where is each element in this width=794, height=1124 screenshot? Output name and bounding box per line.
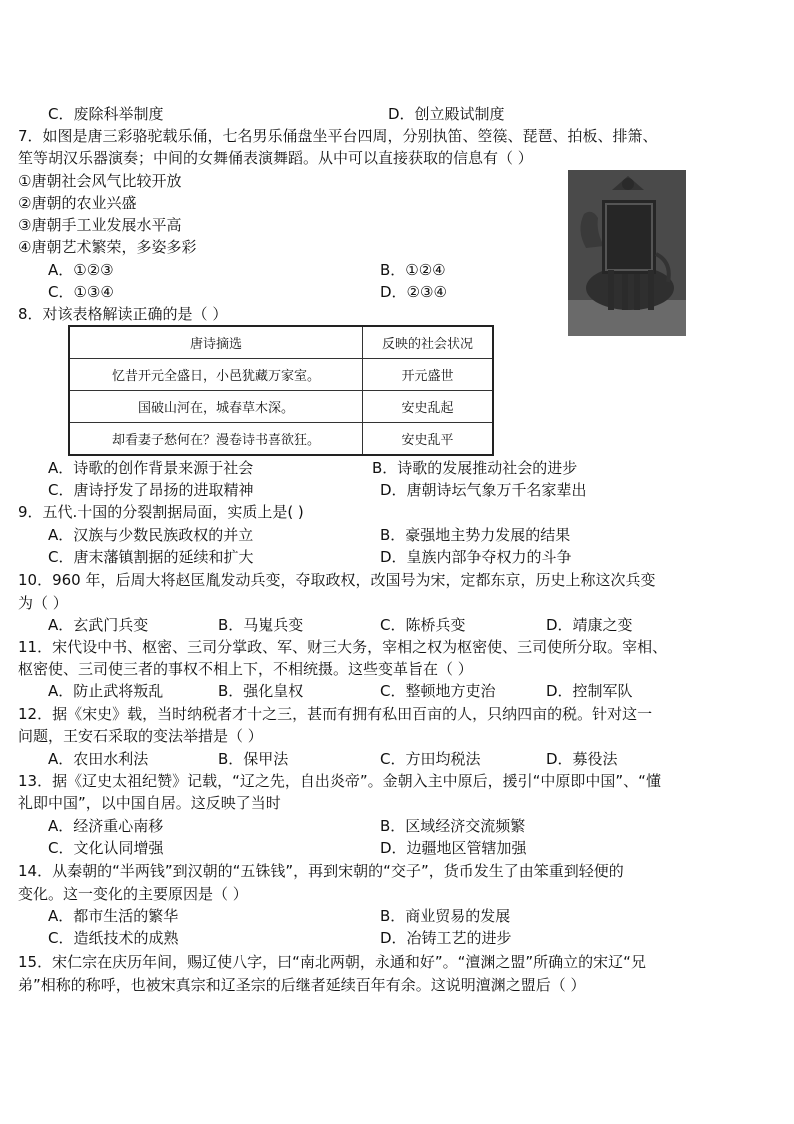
q6-option-c[interactable]: C．废除科举制度: [48, 105, 164, 123]
q7-option-d[interactable]: D．②③④: [380, 283, 447, 301]
q9-option-b[interactable]: B．豪强地主势力发展的结果: [380, 526, 571, 544]
q12-stem-line1: 12．据《宋史》载，当时纳税者才十之三，甚而有拥有私田百亩的人，只纳四亩的税。针对这一: [18, 705, 653, 723]
table-cell-society: 开元盛世: [363, 359, 494, 391]
table-cell-poem: 却看妻子愁何在？漫卷诗书喜欲狂。: [69, 423, 363, 456]
q7-item-3: ③唐朝手工业发展水平高: [18, 216, 182, 234]
q13-option-b[interactable]: B．区域经济交流频繁: [380, 817, 526, 835]
q11-stem-line1: 11．宋代设中书、枢密、三司分掌政、军、财三大务，宰相之权为枢密使、三司使所分取。宰相、: [18, 638, 668, 656]
q7-stem-line2: 笙等胡汉乐器演奏；中间的女舞俑表演舞蹈。从中可以直接获取的信息有（ ）: [18, 149, 533, 167]
q11-option-c[interactable]: C．整顿地方吏治: [380, 682, 496, 700]
q12-option-b[interactable]: B．保甲法: [218, 750, 289, 768]
q8-option-c[interactable]: C．唐诗抒发了昂扬的进取精神: [48, 481, 254, 499]
table-row: [69, 423, 493, 456]
q10-stem-line1: 10．960 年，后周大将赵匡胤发动兵变，夺取政权，改国号为宋，定都东京，历史上称这次兵变: [18, 571, 656, 589]
q11-stem-line2: 枢密使、三司使三者的事权不相上下，不相统摄。这些变革旨在（ ）: [18, 660, 473, 678]
q14-stem-line2: 变化。这一变化的主要原因是（ ）: [18, 885, 248, 903]
q7-option-b[interactable]: B．①②④: [380, 261, 446, 279]
q14-option-b[interactable]: B．商业贸易的发展: [380, 907, 511, 925]
q8-option-d[interactable]: D．唐朝诗坛气象万千名家辈出: [380, 481, 587, 499]
q11-option-a[interactable]: A．防止武将叛乱: [48, 682, 164, 700]
q12-stem-line2: 问题，王安石采取的变法举措是（ ）: [18, 727, 263, 745]
table-row: [69, 359, 493, 391]
q7-option-a[interactable]: A．①②③: [48, 261, 114, 279]
q14-option-d[interactable]: D．冶铸工艺的进步: [380, 929, 512, 947]
q12-option-d[interactable]: D．募役法: [546, 750, 618, 768]
q7-item-4: ④唐朝艺术繁荣，多姿多彩: [18, 238, 197, 256]
q12-option-a[interactable]: A．农田水利法: [48, 750, 149, 768]
q11-option-b[interactable]: B．强化皇权: [218, 682, 304, 700]
q13-stem-line1: 13．据《辽史太祖纪赞》记载，“辽之先，自出炎帝”。金朝入主中原后，援引“中原即中国”、“懂: [18, 772, 661, 790]
q15-stem-line2: 弟”相称的称呼，也被宋真宗和辽圣宗的后继者延续百年有余。这说明澶渊之盟后（ ）: [18, 976, 586, 994]
q13-stem-line2: 礼即中国”，以中国自居。这反映了当时: [18, 794, 281, 812]
q8-option-b[interactable]: B．诗歌的发展推动社会的进步: [372, 459, 578, 477]
q15-stem-line1: 15．宋仁宗在庆历年间，赐辽使八字，曰“南北两朝，永通和好”。“澶渊之盟”所确立的宋辽“兄: [18, 953, 646, 971]
q10-option-b[interactable]: B．马嵬兵变: [218, 616, 304, 634]
q10-option-a[interactable]: A．玄武门兵变: [48, 616, 149, 634]
camel-figurine-photo: [568, 170, 686, 336]
q10-option-c[interactable]: C．陈桥兵变: [380, 616, 466, 634]
q10-option-d[interactable]: D．靖康之变: [546, 616, 633, 634]
q11-option-d[interactable]: D．控制军队: [546, 682, 633, 700]
poem-table: [68, 325, 494, 456]
table-cell-society: 安史乱起: [363, 391, 494, 423]
q6-option-d[interactable]: D．创立殿试制度: [388, 105, 505, 123]
q8-stem: 8．对该表格解读正确的是（ ）: [18, 305, 228, 323]
q14-option-a[interactable]: A．都市生活的繁华: [48, 907, 179, 925]
table-header-row: [69, 326, 493, 359]
q7-stem-line1: 7．如图是唐三彩骆驼载乐俑，七名男乐俑盘坐平台四周，分别执笛、箜篌、琵琶、拍板、排箫、: [18, 127, 658, 145]
table-cell-poem: 忆昔开元全盛日，小邑犹藏万家室。: [69, 359, 363, 391]
q14-option-c[interactable]: C．造纸技术的成熟: [48, 929, 179, 947]
q9-option-d[interactable]: D．皇族内部争夺权力的斗争: [380, 548, 572, 566]
table-header-poem: 唐诗摘选: [69, 326, 363, 359]
q12-option-c[interactable]: C．方田均税法: [380, 750, 481, 768]
table-header-society: 反映的社会状况: [363, 326, 494, 359]
q9-stem: 9．五代.十国的分裂割据局面，实质上是( ): [18, 503, 304, 521]
table-cell-society: 安史乱平: [363, 423, 494, 456]
table-cell-poem: 国破山河在，城春草木深。: [69, 391, 363, 423]
q13-option-a[interactable]: A．经济重心南移: [48, 817, 164, 835]
q7-item-2: ②唐朝的农业兴盛: [18, 194, 137, 212]
q13-option-d[interactable]: D．边疆地区管辖加强: [380, 839, 527, 857]
q13-option-c[interactable]: C．文化认同增强: [48, 839, 164, 857]
table-row: [69, 391, 493, 423]
q7-item-1: ①唐朝社会风气比较开放: [18, 172, 182, 190]
q8-option-a[interactable]: A．诗歌的创作背景来源于社会: [48, 459, 254, 477]
q9-option-c[interactable]: C．唐末藩镇割据的延续和扩大: [48, 548, 254, 566]
q10-stem-line2: 为（ ）: [18, 594, 68, 612]
q9-option-a[interactable]: A．汉族与少数民族政权的并立: [48, 526, 254, 544]
q7-option-c[interactable]: C．①③④: [48, 283, 114, 301]
q14-stem-line1: 14．从秦朝的“半两钱”到汉朝的“五铢钱”，再到宋朝的“交子”，货币发生了由笨重到轻便的: [18, 862, 624, 880]
